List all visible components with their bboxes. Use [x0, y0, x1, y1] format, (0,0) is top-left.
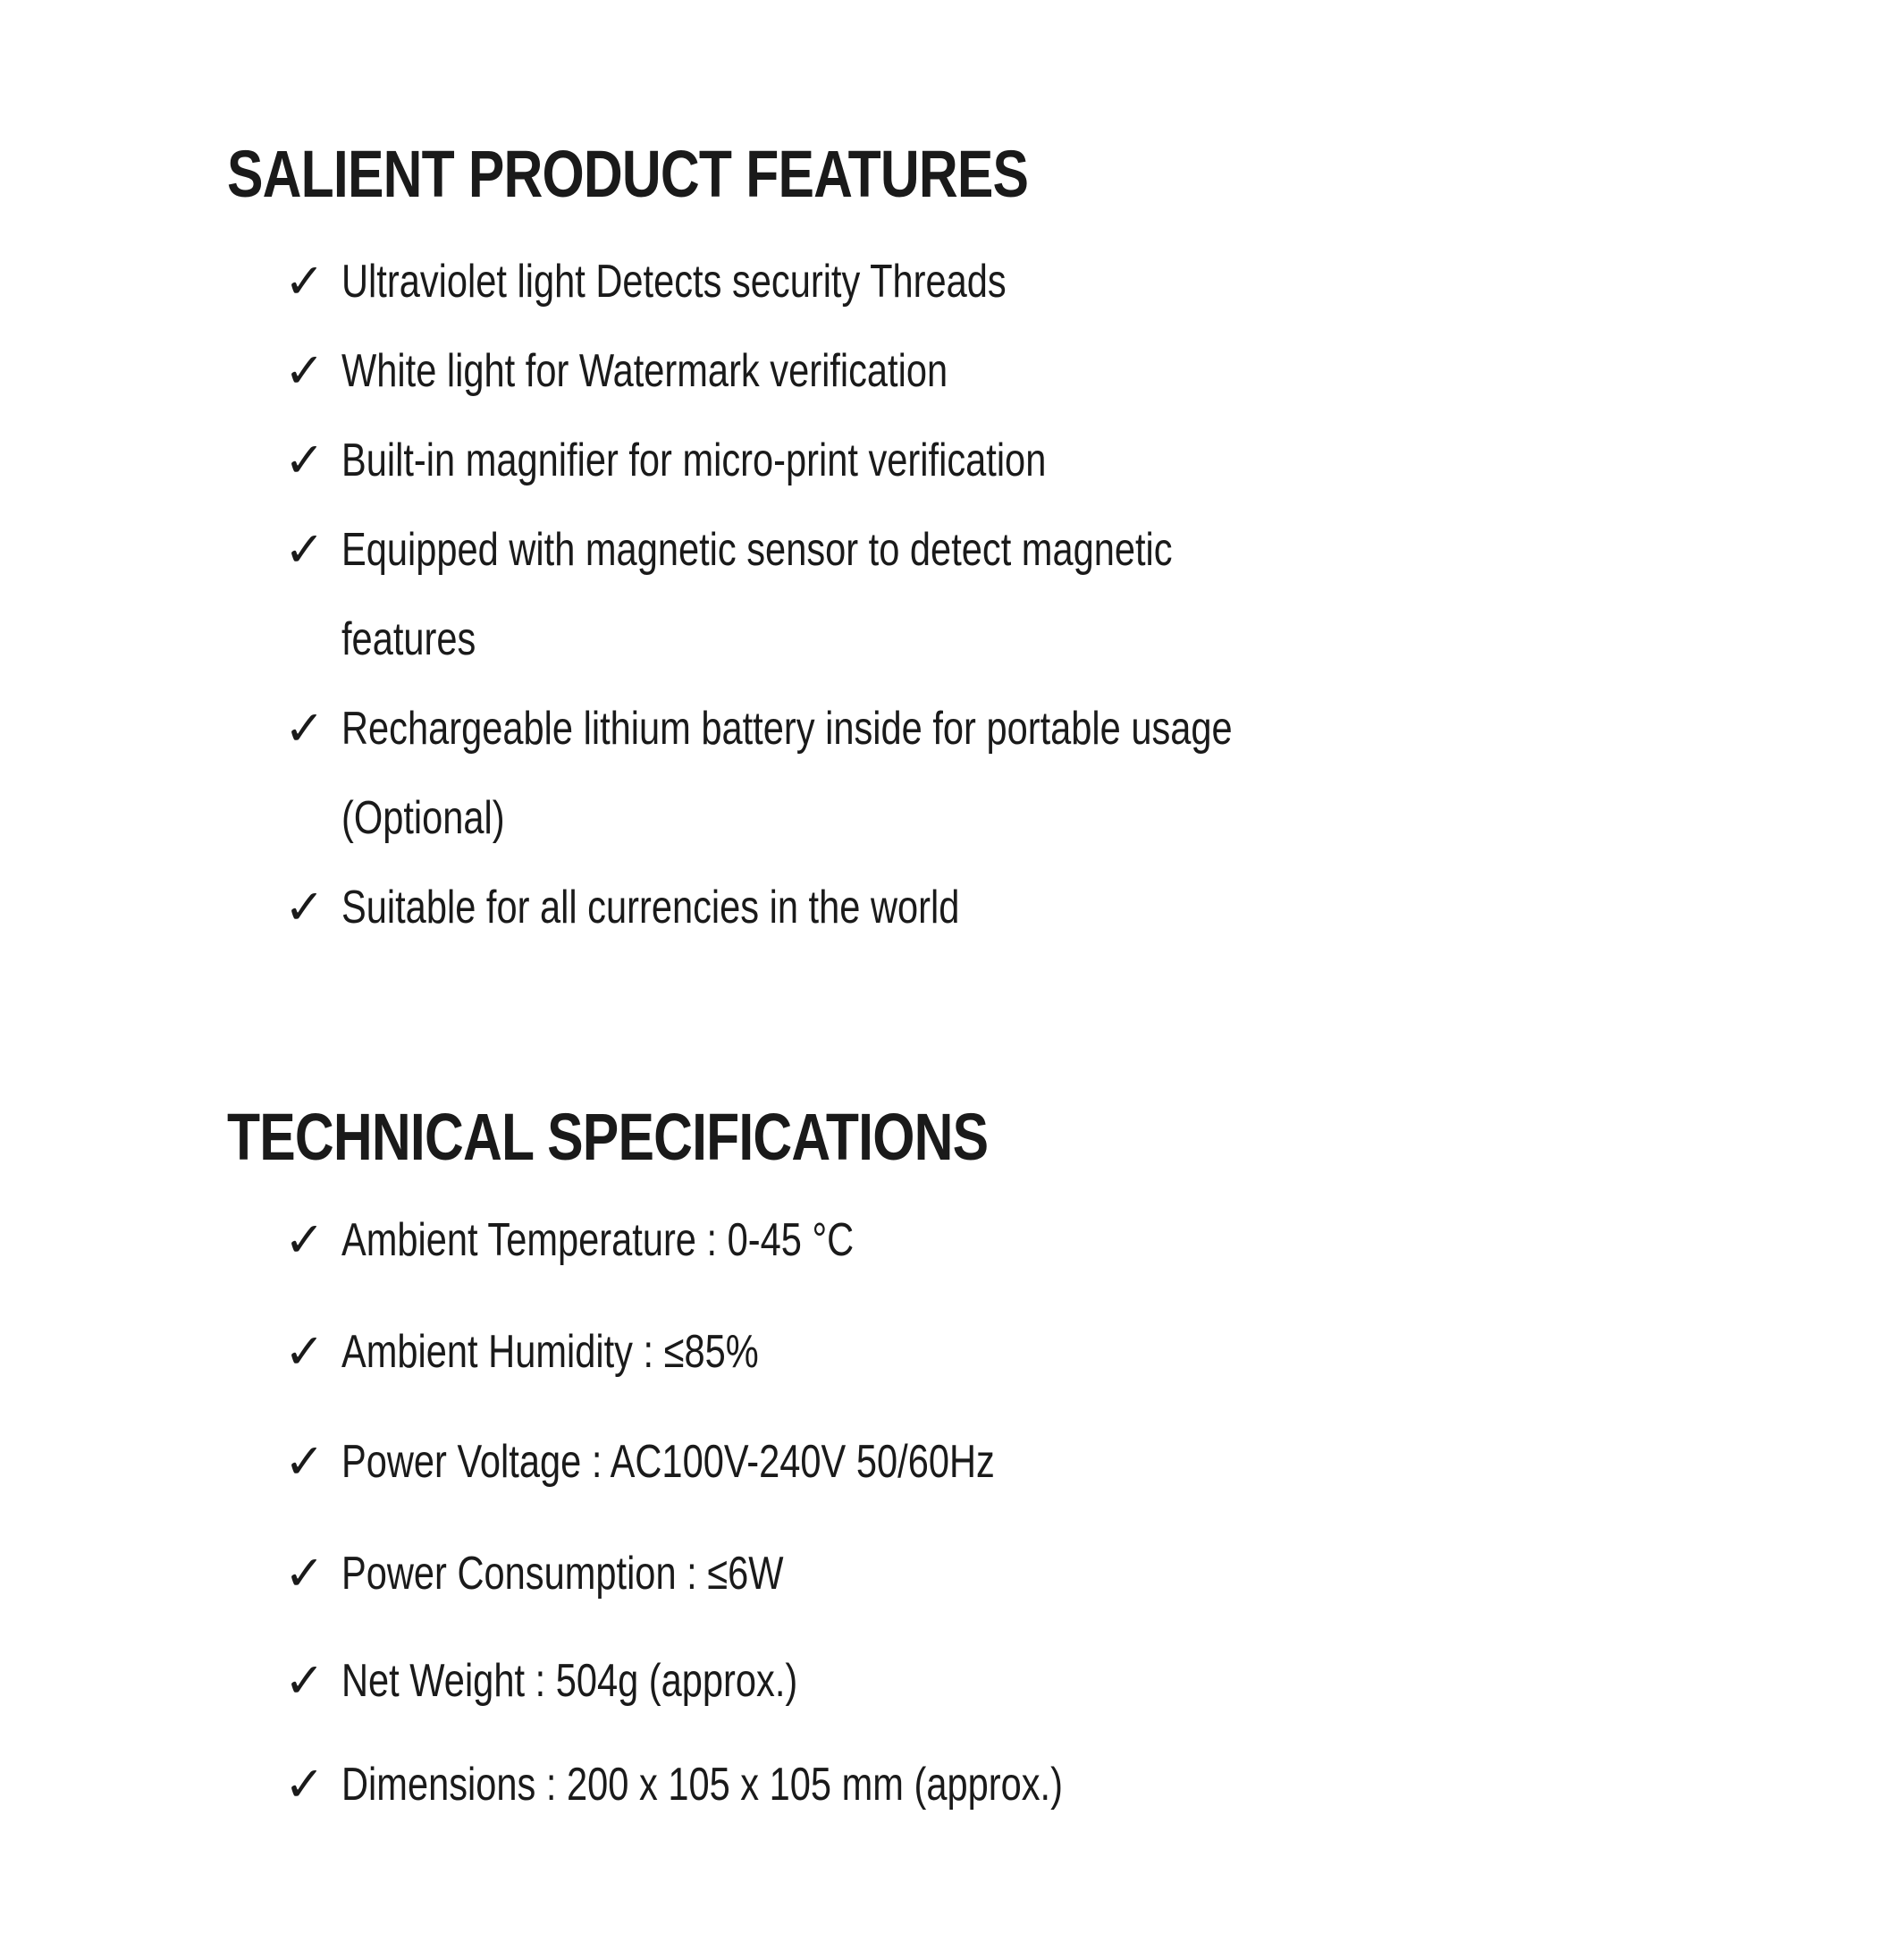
features-heading: SALIENT PRODUCT FEATURES	[227, 137, 1029, 211]
feature-item-uv-light	[284, 255, 1477, 326]
spec-item-temperature	[284, 1213, 1414, 1285]
spec-text: Ambient Temperature : 0-45 °C	[341, 1214, 855, 1266]
spec-text: Ambient Humidity : ≤85%	[341, 1326, 759, 1378]
check-mark-icon: ✓	[284, 342, 325, 399]
feature-text: White light for Watermark verification	[341, 345, 948, 397]
check-mark-icon: ✓	[284, 521, 325, 578]
feature-item-battery	[284, 702, 1477, 863]
spec-item-dimensions	[284, 1758, 1414, 1829]
spec-text: Dimensions : 200 x 105 x 105 mm (approx.)	[341, 1759, 1063, 1811]
feature-text: Suitable for all currencies in the world	[341, 882, 960, 933]
check-mark-icon: ✓	[284, 879, 325, 935]
check-mark-icon: ✓	[284, 700, 325, 756]
spec-text: Power Consumption : ≤6W	[341, 1548, 784, 1600]
check-mark-icon: ✓	[284, 253, 325, 309]
specs-heading: TECHNICAL SPECIFICATIONS	[227, 1100, 989, 1174]
feature-text: Built-in magnifier for micro-print verification	[341, 435, 1047, 486]
check-mark-icon: ✓	[284, 1545, 325, 1601]
feature-item-currencies	[284, 881, 1477, 952]
feature-item-magnetic-sensor	[284, 523, 1477, 684]
spec-text: Net Weight : 504g (approx.)	[341, 1655, 798, 1707]
feature-text: Equipped with magnetic sensor to detect magnetic features	[341, 524, 1173, 665]
feature-text: Rechargeable lithium battery inside for portable usage (Optional)	[341, 703, 1233, 844]
spec-item-humidity	[284, 1325, 1414, 1397]
check-mark-icon: ✓	[284, 1323, 325, 1380]
spec-item-voltage	[284, 1435, 1414, 1507]
feature-item-white-light	[284, 344, 1477, 416]
check-mark-icon: ✓	[284, 1433, 325, 1490]
check-mark-icon: ✓	[284, 432, 325, 488]
check-mark-icon: ✓	[284, 1652, 325, 1709]
spec-text: Power Voltage : AC100V-240V 50/60Hz	[341, 1436, 995, 1488]
feature-text: Ultraviolet light Detects security Threads	[341, 256, 1007, 308]
spec-item-net-weight	[284, 1654, 1414, 1726]
spec-item-power-consumption	[284, 1547, 1414, 1618]
feature-item-magnifier	[284, 434, 1477, 505]
check-mark-icon: ✓	[284, 1756, 325, 1812]
check-mark-icon: ✓	[284, 1212, 325, 1268]
